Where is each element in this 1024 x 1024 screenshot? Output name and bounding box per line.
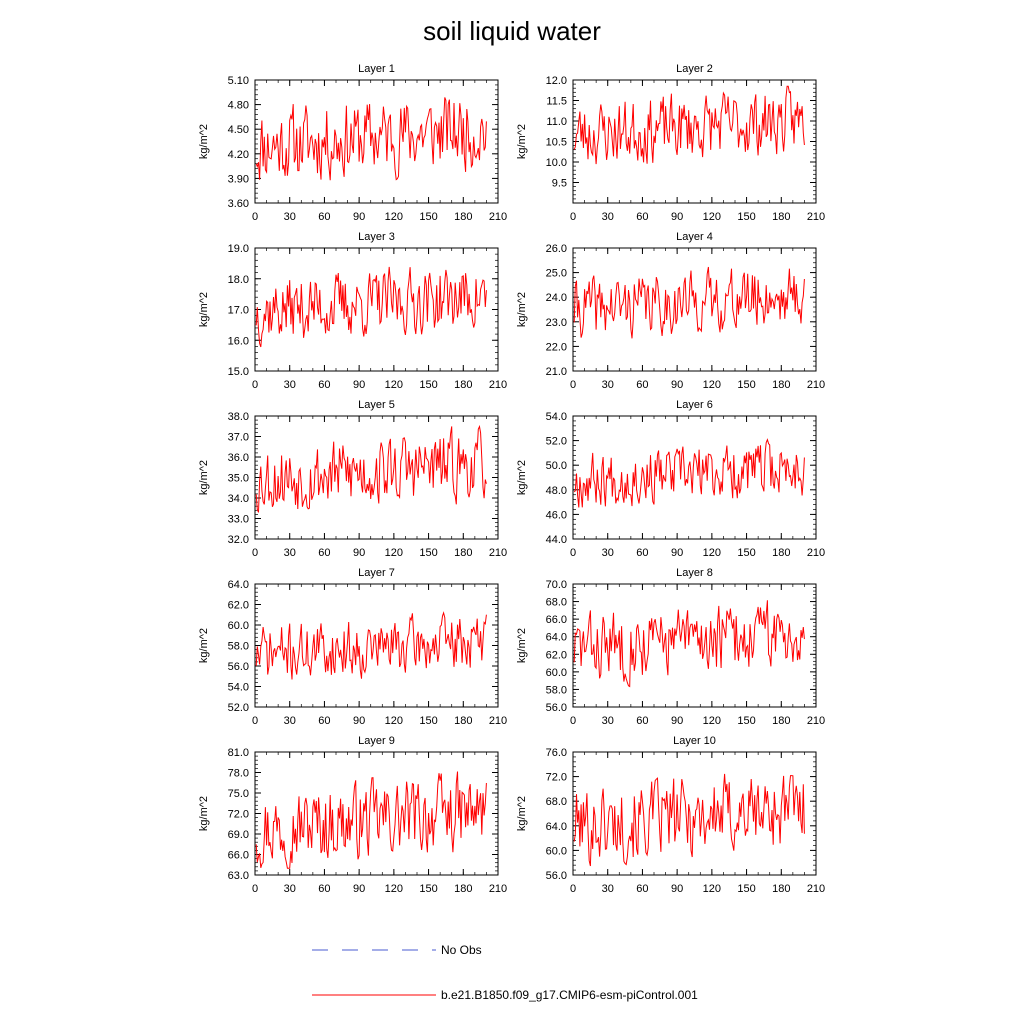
x-tick-label: 30	[283, 379, 296, 391]
panels	[198, 63, 825, 895]
y-tick-label: 11.5	[546, 95, 567, 108]
y-tick-label: 76.0	[545, 747, 567, 759]
x-tick-label: 0	[251, 883, 259, 895]
y-tick-label: 38.0	[227, 411, 249, 423]
y-tick-label: 64.0	[545, 631, 567, 644]
y-tick-label: 81.0	[227, 747, 249, 759]
x-tick-label: 120	[702, 379, 722, 391]
y-tick-label: 4.20	[227, 148, 249, 161]
series-line	[256, 267, 486, 347]
y-tick-label: 5.10	[227, 75, 249, 87]
x-tick-label: 180	[772, 715, 791, 727]
panel-layer-1	[198, 63, 507, 223]
series-line	[256, 426, 486, 512]
x-tick-label: 180	[772, 211, 791, 223]
x-tick-label: 90	[353, 715, 366, 727]
x-tick-label: 30	[601, 883, 614, 895]
x-tick-label: 180	[454, 547, 473, 559]
x-tick-label: 30	[601, 379, 614, 391]
y-tick-label: 62.0	[227, 599, 249, 612]
y-tick-label: 10.5	[545, 136, 567, 149]
x-tick-label: 210	[806, 547, 826, 559]
panel-layer-6	[516, 399, 825, 559]
x-tick-label: 210	[806, 211, 826, 223]
x-tick-label: 30	[601, 715, 614, 727]
series-line	[256, 772, 486, 869]
x-tick-label: 150	[419, 547, 438, 559]
x-tick-label: 180	[454, 379, 473, 391]
panel-layer-9	[198, 735, 507, 895]
x-tick-label: 0	[251, 379, 259, 391]
x-tick-label: 90	[353, 211, 366, 223]
panel-layer-5	[198, 399, 507, 559]
y-axis-label: kg/m^2	[198, 291, 210, 328]
legend-entry-no-obs	[312, 943, 482, 957]
x-tick-label: 0	[569, 883, 577, 895]
x-tick-label: 120	[384, 211, 404, 223]
y-tick-label: 66.0	[227, 849, 249, 862]
y-tick-label: 46.0	[545, 509, 567, 522]
x-tick-label: 90	[353, 379, 366, 391]
y-axis-label: kg/m^2	[516, 123, 528, 160]
x-tick-label: 150	[737, 379, 756, 391]
x-tick-label: 180	[454, 715, 473, 727]
y-tick-label: 26.0	[545, 243, 567, 255]
legend	[312, 943, 698, 1002]
x-tick-label: 150	[419, 211, 438, 223]
y-tick-label: 3.90	[227, 173, 249, 186]
x-tick-label: 0	[569, 547, 577, 559]
y-tick-label: 50.0	[545, 460, 567, 473]
panel-layer-4	[516, 231, 825, 391]
y-tick-label: 70.0	[545, 579, 567, 591]
y-tick-label: 21.0	[545, 366, 567, 378]
x-tick-label: 60	[318, 715, 331, 727]
y-tick-label: 64.0	[227, 579, 249, 591]
x-tick-label: 30	[601, 547, 614, 559]
x-tick-label: 120	[384, 715, 404, 727]
y-tick-label: 15.0	[227, 366, 249, 378]
panel-title: Layer 5	[358, 399, 395, 411]
y-tick-label: 10.0	[545, 157, 567, 169]
panel-layer-8	[516, 567, 825, 727]
panel-title: Layer 9	[358, 735, 395, 747]
panel-title: Layer 6	[676, 399, 713, 411]
series-line	[574, 86, 804, 164]
panel-title: Layer 4	[676, 231, 713, 243]
x-tick-label: 180	[454, 883, 473, 895]
y-tick-label: 48.0	[545, 484, 567, 497]
y-tick-label: 69.0	[227, 829, 249, 841]
x-tick-label: 120	[702, 883, 722, 895]
y-tick-label: 24.0	[545, 292, 567, 305]
x-tick-label: 0	[569, 211, 577, 223]
series-line	[574, 267, 804, 338]
x-tick-label: 150	[737, 547, 756, 559]
x-tick-label: 150	[737, 715, 756, 727]
figure-title: soil liquid water	[423, 16, 601, 46]
x-tick-label: 0	[251, 211, 259, 223]
y-axis-label: kg/m^2	[516, 627, 528, 664]
y-tick-label: 75.0	[227, 788, 249, 800]
x-tick-label: 90	[671, 211, 684, 223]
y-tick-label: 18.0	[227, 273, 249, 286]
x-tick-label: 0	[569, 379, 577, 391]
x-tick-label: 60	[636, 883, 649, 895]
panel-layer-7	[198, 567, 507, 727]
panel-title: Layer 3	[358, 231, 395, 243]
y-tick-label: 68.0	[545, 796, 567, 809]
panel-title: Layer 7	[358, 567, 395, 579]
x-tick-label: 90	[671, 547, 684, 559]
x-tick-label: 210	[806, 715, 826, 727]
legend-label-no-obs: No Obs	[441, 943, 482, 957]
y-tick-label: 54.0	[227, 681, 249, 694]
x-tick-label: 60	[636, 547, 649, 559]
x-tick-label: 210	[488, 211, 508, 223]
y-tick-label: 32.0	[227, 534, 249, 546]
x-tick-label: 90	[353, 883, 366, 895]
y-axis-label: kg/m^2	[516, 459, 528, 496]
y-axis-label: kg/m^2	[516, 291, 528, 328]
x-tick-label: 150	[737, 211, 756, 223]
y-tick-label: 12.0	[545, 75, 567, 87]
panel-layer-2	[516, 63, 825, 223]
y-tick-label: 56.0	[227, 661, 249, 673]
y-tick-label: 25.0	[545, 267, 567, 280]
x-tick-label: 210	[488, 547, 508, 559]
y-axis-label: kg/m^2	[198, 123, 210, 160]
y-tick-label: 34.0	[227, 493, 249, 505]
y-tick-label: 44.0	[545, 534, 567, 546]
x-tick-label: 0	[569, 715, 577, 727]
y-axis-label: kg/m^2	[516, 795, 528, 832]
y-tick-label: 64.0	[545, 820, 567, 833]
y-tick-label: 60.0	[545, 666, 567, 679]
x-tick-label: 120	[384, 379, 404, 391]
y-axis-label: kg/m^2	[198, 795, 210, 832]
panel-title: Layer 2	[676, 63, 713, 75]
y-tick-label: 54.0	[545, 411, 567, 423]
series-line	[574, 600, 804, 686]
x-tick-label: 210	[806, 883, 826, 895]
y-tick-label: 11.0	[546, 116, 567, 128]
x-tick-label: 180	[772, 379, 791, 391]
y-tick-label: 56.0	[545, 870, 567, 882]
y-tick-label: 9.5	[551, 177, 567, 190]
x-tick-label: 210	[806, 379, 826, 391]
y-tick-label: 60.0	[227, 620, 249, 632]
x-tick-label: 120	[702, 715, 722, 727]
x-tick-label: 60	[636, 379, 649, 391]
y-axis-label: kg/m^2	[198, 627, 210, 664]
x-tick-label: 0	[251, 715, 259, 727]
x-tick-label: 90	[671, 883, 684, 895]
y-tick-label: 19.0	[227, 243, 249, 255]
y-tick-label: 56.0	[545, 702, 567, 714]
panel-title: Layer 1	[358, 63, 395, 75]
x-tick-label: 210	[488, 883, 508, 895]
x-tick-label: 150	[737, 883, 756, 895]
y-tick-label: 58.0	[545, 684, 567, 697]
y-tick-label: 37.0	[227, 431, 249, 444]
legend-label-model: b.e21.B1850.f09_g17.CMIP6-esm-piControl.001	[441, 988, 698, 1002]
y-tick-label: 72.0	[227, 808, 249, 821]
x-tick-label: 150	[419, 379, 438, 391]
x-tick-label: 180	[454, 211, 473, 223]
panel-title: Layer 8	[676, 567, 713, 579]
x-tick-label: 30	[601, 211, 614, 223]
x-tick-label: 120	[702, 211, 722, 223]
x-tick-label: 60	[318, 883, 331, 895]
x-tick-label: 210	[488, 715, 508, 727]
panel-title: Layer 10	[673, 735, 716, 747]
plot-frame	[573, 80, 816, 203]
x-tick-label: 90	[671, 379, 684, 391]
x-tick-label: 150	[419, 715, 438, 727]
x-tick-label: 60	[636, 715, 649, 727]
x-tick-label: 30	[283, 715, 296, 727]
series-line	[574, 774, 804, 866]
y-tick-label: 63.0	[227, 870, 249, 882]
x-tick-label: 90	[671, 715, 684, 727]
y-tick-label: 60.0	[545, 845, 567, 858]
y-tick-label: 33.0	[227, 513, 249, 526]
panel-layer-10	[516, 735, 825, 895]
x-tick-label: 60	[318, 547, 331, 559]
y-tick-label: 78.0	[227, 767, 249, 780]
y-tick-label: 68.0	[545, 596, 567, 609]
x-tick-label: 150	[419, 883, 438, 895]
y-tick-label: 52.0	[227, 702, 249, 714]
series-line	[256, 97, 486, 180]
x-tick-label: 120	[702, 547, 722, 559]
legend-entry-model	[312, 988, 698, 1002]
y-tick-label: 72.0	[545, 771, 567, 784]
y-tick-label: 16.0	[227, 335, 249, 348]
x-tick-label: 180	[772, 547, 791, 559]
x-tick-label: 30	[283, 211, 296, 223]
series-line	[256, 613, 486, 680]
series-line	[574, 440, 804, 508]
y-tick-label: 62.0	[545, 649, 567, 662]
y-tick-label: 36.0	[227, 452, 249, 464]
plot-frame	[573, 752, 816, 875]
x-tick-label: 60	[318, 379, 331, 391]
x-tick-label: 120	[384, 883, 404, 895]
y-tick-label: 22.0	[545, 341, 567, 354]
x-tick-label: 30	[283, 883, 296, 895]
panel-layer-3	[198, 231, 507, 391]
x-tick-label: 60	[636, 211, 649, 223]
y-tick-label: 4.50	[227, 124, 249, 137]
y-tick-label: 17.0	[227, 304, 249, 317]
x-tick-label: 120	[384, 547, 404, 559]
x-tick-label: 210	[488, 379, 508, 391]
y-tick-label: 3.60	[227, 198, 249, 210]
y-tick-label: 52.0	[545, 435, 567, 448]
y-tick-label: 23.0	[545, 316, 567, 329]
x-tick-label: 180	[772, 883, 791, 895]
x-tick-label: 90	[353, 547, 366, 559]
x-tick-label: 30	[283, 547, 296, 559]
y-tick-label: 66.0	[545, 614, 567, 627]
x-tick-label: 60	[318, 211, 331, 223]
y-tick-label: 35.0	[227, 472, 249, 485]
x-tick-label: 0	[251, 547, 259, 559]
y-axis-label: kg/m^2	[198, 459, 210, 496]
y-tick-label: 58.0	[227, 640, 249, 653]
y-tick-label: 4.80	[227, 99, 249, 112]
